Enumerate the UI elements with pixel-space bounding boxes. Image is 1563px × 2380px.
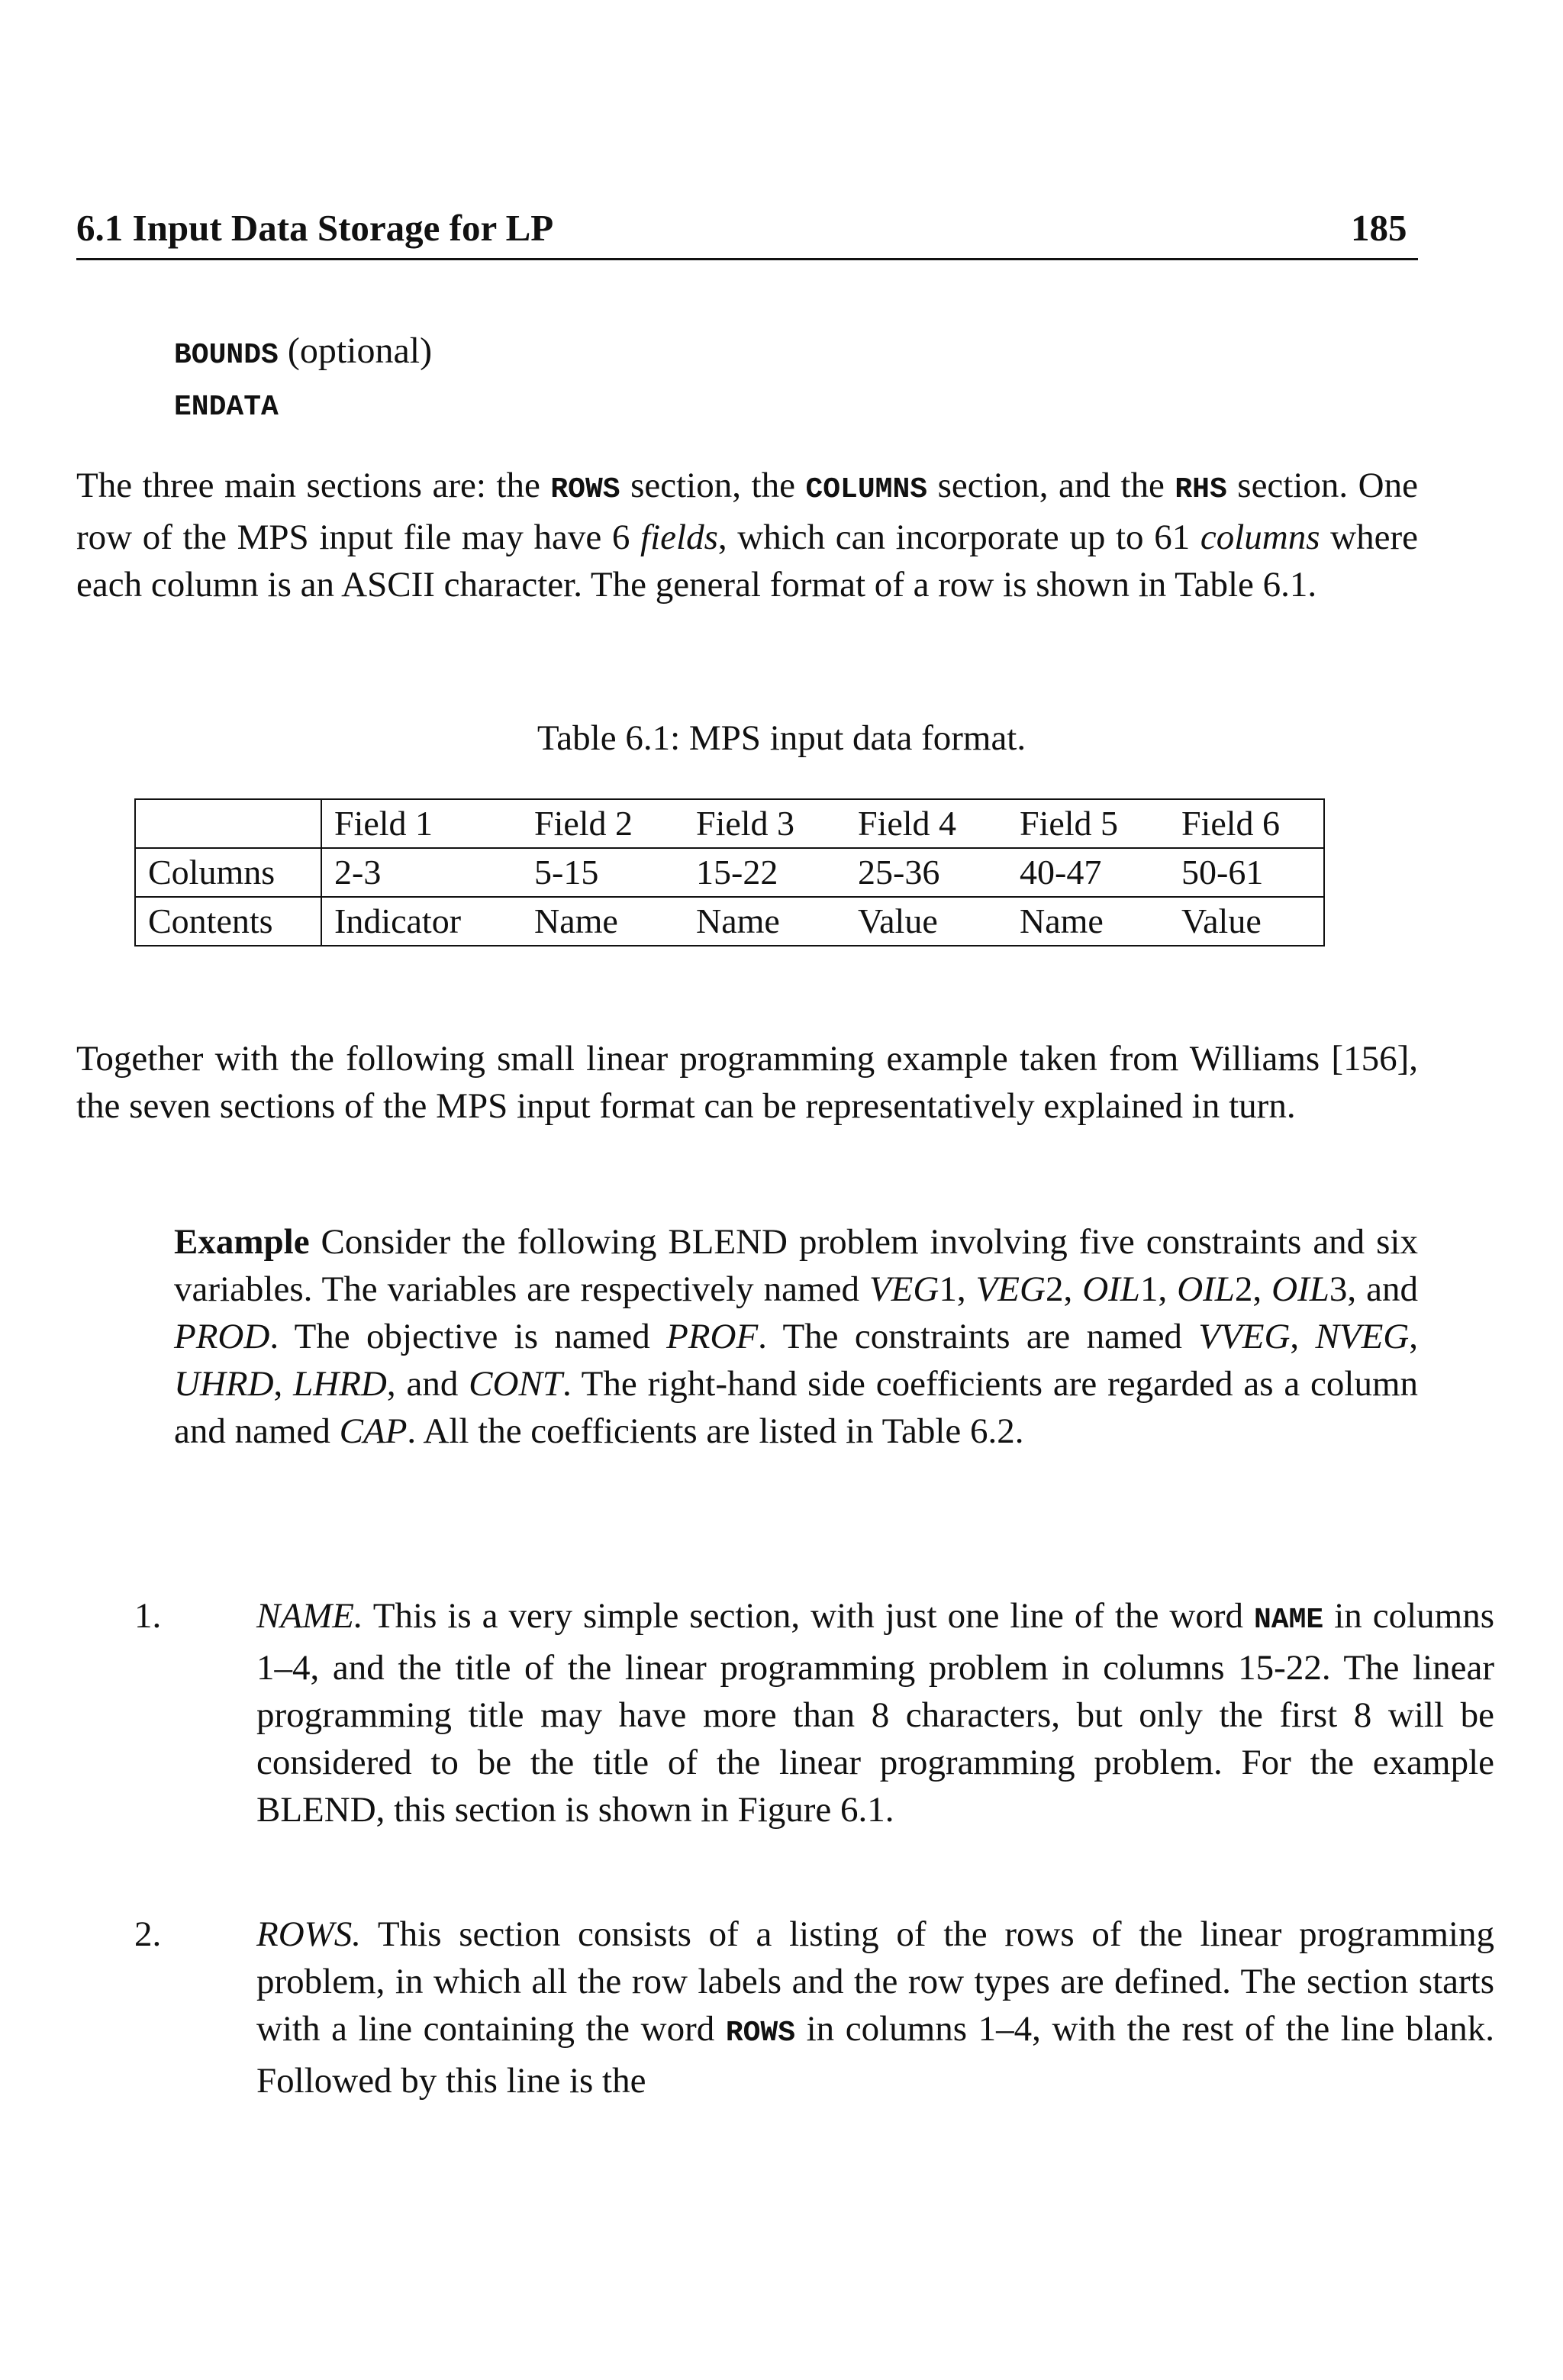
endata-line [174, 382, 279, 424]
table-header-cell: Field 1 [334, 804, 433, 843]
list-item-body: NAME. This is a very simple section, with just one line of the word NAME in columns 1–4, and the title of the linear programming problem in columns 15-22. The linear programming title may have more than 8 characters, but only the first 8 will be considered to be the title of the linear programming problem. For the example BLEND, this section is shown in Figure 6.1. [256, 1596, 1495, 1830]
list-item-title: NAME. [256, 1596, 363, 1636]
table-header-cell: Field 2 [534, 804, 633, 843]
intro-paragraph: The three main sections are: the ROWS section, the COLUMNS section, and the RHS section. One row of the MPS input file may have 6 fields, which can incorporate up to 61 columns where each column is an ASCII character. The general format of a row is shown in Table 6.1. [76, 466, 1418, 605]
table-cell: Value [1181, 901, 1262, 940]
bounds-line [174, 330, 432, 372]
header-rule [76, 258, 1418, 260]
table-row [135, 897, 1324, 946]
table-cell: 40-47 [1020, 853, 1102, 892]
table-cell: 50-61 [1181, 853, 1264, 892]
table-row-label: Columns [135, 848, 321, 897]
table-cell: Value [858, 901, 938, 940]
list-item-title: ROWS. [256, 1914, 362, 1954]
columns-emphasis: columns [1200, 518, 1320, 557]
table-header-cell: Field 5 [1020, 804, 1119, 843]
name-keyword: NAME [1254, 1604, 1324, 1637]
endata-keyword: ENDATA [174, 391, 279, 424]
table-row-label: Contents [135, 897, 321, 946]
table-cell: Name [696, 901, 780, 940]
together-paragraph: Together with the following small linear programming example taken from Williams [156], the seven sections of the MPS input format can be representatively explained in turn. [76, 1039, 1418, 1126]
list-item-number: 1. [134, 1596, 162, 1636]
fields-emphasis: fields [640, 518, 718, 557]
table-cell: Indicator [334, 901, 462, 940]
list-item-number: 2. [134, 1914, 162, 1954]
columns-keyword: COLUMNS [805, 473, 928, 506]
table-cell: 25-36 [858, 853, 940, 892]
table-header-cell: Field 4 [858, 804, 957, 843]
example-paragraph: Example Consider the following BLEND problem involving five constraints and six variables. The variables are respectively named VEG1, VEG2, OIL1, OIL2, OIL3, and PROD. The objective is named PROF. The constraints are named VVEG, NVEG, UHRD, LHRD, and CONT. The right-hand side coefficients are regarded as a column and named CAP. All the coefficients are listed in Table 6.2. [174, 1222, 1419, 1451]
table-header-row [135, 799, 1324, 848]
bounds-keyword: BOUNDS [174, 339, 279, 372]
rhs-keyword: RHS [1175, 473, 1227, 506]
mps-format-table [134, 798, 1325, 947]
rows-keyword: ROWS [550, 473, 620, 506]
bounds-note: (optional) [287, 331, 433, 371]
page-number: 185 [1351, 207, 1407, 249]
table-cell: 15-22 [696, 853, 778, 892]
table-cell: 5-15 [534, 853, 599, 892]
list-item-body: ROWS. This section consists of a listing of the rows of the linear programming problem, in which all the row labels and the row types are defined. The section starts with a line containing the word ROWS in columns 1–4, with the rest of the line blank. Followed by this line is the [256, 1914, 1494, 2101]
table-row [135, 848, 1324, 897]
rows-keyword: ROWS [725, 2017, 796, 2049]
running-header-title: 6.1 Input Data Storage for LP [76, 207, 554, 249]
table-cell: 2-3 [334, 853, 382, 892]
table-caption: Table 6.1: MPS input data format. [537, 718, 1026, 758]
table-header-cell: Field 3 [696, 804, 795, 843]
table-header-cell: Field 6 [1181, 804, 1281, 843]
table-cell: Name [1020, 901, 1104, 940]
table-header-cell [135, 799, 321, 848]
table-cell: Name [534, 901, 618, 940]
example-heading: Example [174, 1222, 310, 1262]
